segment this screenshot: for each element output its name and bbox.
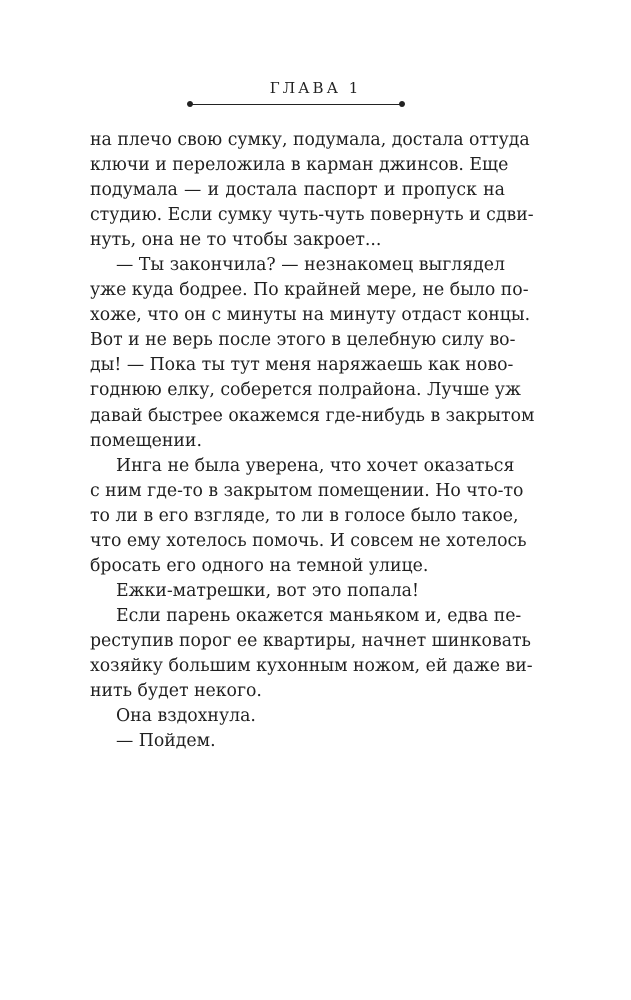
- text-line: — Пойдем.: [116, 731, 216, 752]
- text-line: реступив порог ее квартиры, начнет шинковать: [90, 630, 531, 651]
- running-header: ГЛАВА 1: [269, 79, 362, 97]
- text-line: хозяйку большим кухонным ножом, ей даже ви-: [90, 655, 533, 676]
- text-line: уже куда бодрее. По крайней мере, не было по-: [90, 280, 529, 301]
- page-body-text: [90, 128, 535, 754]
- header-rule-right-dot: [399, 101, 405, 107]
- text-line: хоже, что он с минуты на минуту отдаст концы.: [90, 305, 531, 326]
- text-line: — Ты закончила? — незнакомец выглядел: [116, 255, 505, 276]
- text-line: Вот и не верь после этого в целебную силу во-: [90, 330, 516, 351]
- text-line: студию. Если сумку чуть-чуть повернуть и сдви-: [90, 205, 534, 226]
- text-line: на плечо свою сумку, подумала, достала оттуда: [90, 130, 530, 150]
- text-line: ды! — Пока ты тут меня наряжаешь как ново-: [90, 355, 514, 376]
- text-line: что ему хотелось помочь. И совсем не хотелось: [90, 530, 527, 551]
- header-rule: [190, 104, 402, 105]
- text-line: Ежки-матрешки, вот это попала!: [116, 580, 419, 601]
- text-line: ключи и переложила в карман джинсов. Еще: [90, 155, 509, 176]
- text-line: давай быстрее окажемся где-нибудь в закрытом: [90, 405, 535, 426]
- text-line: годнюю елку, соберется полрайона. Лучше уж: [90, 380, 521, 401]
- text-line: Она вздохнула.: [116, 706, 256, 727]
- text-line: помещении.: [90, 430, 202, 451]
- text-line: нить будет некого.: [90, 681, 262, 702]
- text-line: с ним где-то в закрытом помещении. Но что-то: [90, 480, 524, 501]
- text-line: то ли в его взгляде, то ли в голосе было такое,: [90, 505, 519, 526]
- text-line: подумала — и достала паспорт и пропуск на: [90, 180, 505, 201]
- text-line: бросать его одного на темной улице.: [90, 555, 429, 576]
- text-line: нуть, она не то чтобы закроет...: [90, 230, 382, 251]
- text-line: Инга не была уверена, что хочет оказаться: [116, 455, 515, 476]
- text-line: Если парень окажется маньяком и, едва пе-: [116, 605, 522, 626]
